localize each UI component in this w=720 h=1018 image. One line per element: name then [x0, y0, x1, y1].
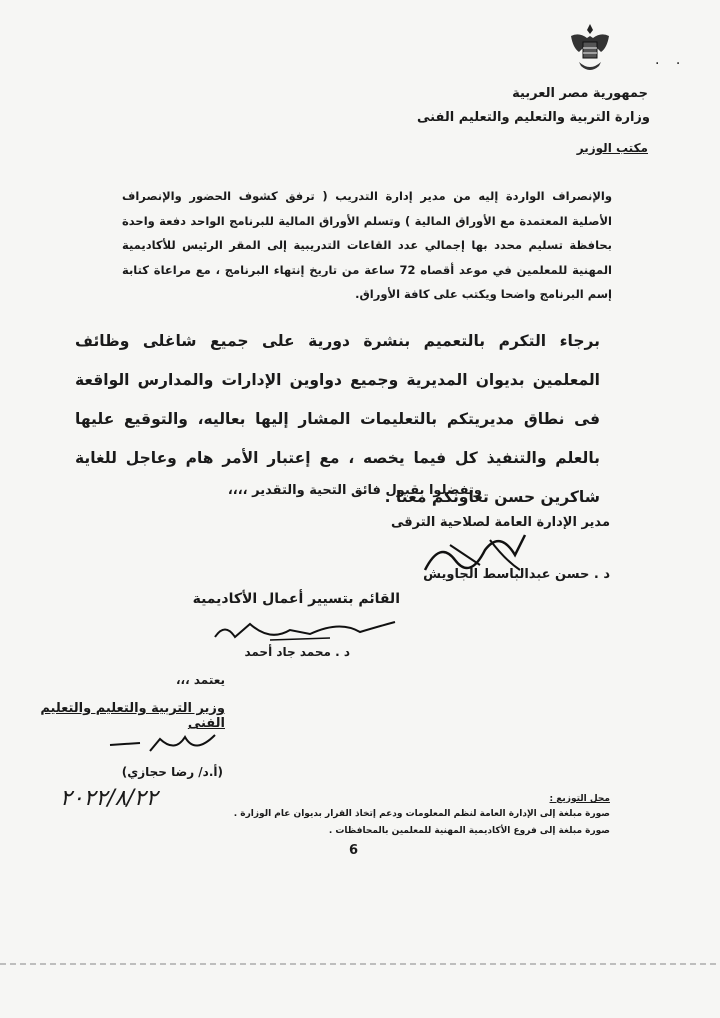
acting-head-name: د . محمد جاد أحمد	[244, 645, 350, 659]
minister-title: وزير التربية والتعليم والتعليم الفنى	[40, 701, 225, 731]
distribution-line-2: صورة مبلغة إلى فروع الأكاديمية المهنية للمعلمين بالمحافظات .	[328, 826, 610, 836]
eagle-emblem-icon	[567, 22, 613, 74]
approval-label: يعتمد ،،،	[175, 673, 225, 687]
acting-head-title: القائم بتسيير أعمال الأكاديمية	[192, 591, 400, 607]
corner-marks: . .	[655, 52, 687, 68]
handwritten-date: ٢٠٢٢/٨/٢٢	[60, 786, 158, 811]
distribution-heading: محل التوزيع :	[549, 794, 610, 804]
body-paragraph-1: والإنصراف الواردة إليه من مدير إدارة التدريب ( ترفق كشوف الحضور والإنصراف الأصلية المعتمدة مع الأوراق المالية ) وتسلم الأوراق المالية للبرنامج الواحد دفعة واحدة بحافظة تسليم محدد بها إجمالي عدد القاعات التدريبية إلى المقر الرئيس للأكاديمية المهنية للمعلمين في موعد أقصاه 72 ساعة من تاريخ إنتهاء البرنامج ، مع مراعاة كتابة إسم البرنامج واضحا ويكتب على كافة الأوراق.	[122, 189, 613, 301]
distribution-line-1: صورة مبلغة إلى الإدارة العامة لنظم المعلومات ودعم إتخاذ القرار بديوان عام الوزارة .	[233, 809, 610, 819]
closing-line: وتفضلوا بقبول فائق التحية والتقدير ،،،،	[227, 483, 482, 498]
director-title: مدير الإدارة العامة لصلاحية الترقى	[390, 515, 610, 530]
country-name: جمهورية مصر العربية	[512, 86, 648, 101]
director-name: د . حسن عبدالباسط الجاويش	[423, 567, 610, 582]
acting-head-signature	[210, 612, 400, 648]
office-name: مكتب الوزير	[576, 141, 648, 155]
minister-signature	[105, 725, 225, 761]
body-paragraph-2: برجاء التكرم بالتعميم بنشرة دورية على جميع شاغلى وظائف المعلمين بديوان المديرية وجميع دواوين الإدارات والمدارس الواقعة فى نطاق مديريتكم بالتعليمات المشار إليها بعاليه، والتوقيع عليها بالعلم والتنفيذ كل فيما يخصه ، مع إعتبار الأمر هام وعاجل للغاية شاكرين حسن تعاونكم معنا .	[75, 332, 600, 506]
ministry-name: وزارة التربية والتعليم والتعليم الفنى	[417, 110, 650, 125]
scan-fold-line	[0, 963, 720, 965]
page-number: 6	[349, 843, 359, 858]
minister-name: (أ.د/ رضا حجازي)	[121, 765, 223, 779]
